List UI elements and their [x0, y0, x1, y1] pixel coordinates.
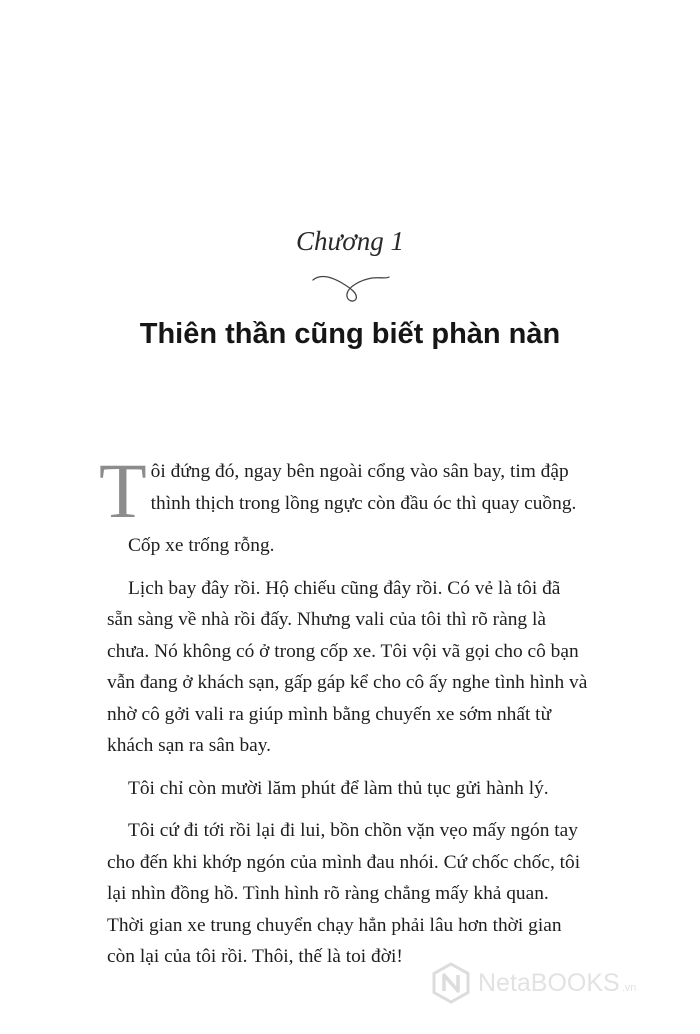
drop-cap: T	[99, 447, 147, 534]
chapter-label: Chương 1	[296, 226, 404, 256]
watermark-suffix: .vn	[621, 982, 637, 994]
watermark-logo	[430, 962, 636, 1004]
watermark-brand: NetaBOOKS	[478, 968, 620, 997]
paragraph-2: Cốp xe trống rỗng.	[128, 535, 275, 556]
flourish-ornament-icon	[310, 268, 392, 304]
paragraph-4: Tôi chỉ còn mười lăm phút để làm thủ tục gửi hành lý.	[128, 777, 549, 799]
paragraph-5: Tôi cứ đi tới rồi lại đi lui, bồn chồn vặn vẹo mấy ngón tay cho đến khi khớp ngón của mình đau nhói. Cứ chốc chốc, tôi lại nhìn đồng hồ. Tình hình rõ ràng chẳng mấy khả quan. Thời gian xe trung chuyển chạy hẳn phải lâu hơn thời gian còn lại của tôi rồi. Thôi, thế là toi đời!	[107, 820, 581, 967]
chapter-title: Thiên thần cũng biết phàn nàn	[139, 318, 561, 350]
neta-logo-icon	[430, 962, 472, 1004]
chapter-body	[99, 447, 589, 984]
paragraph-1-text: ôi đứng đó, ngay bên ngoài cổng vào sân bay, tim đập thình thịch trong lồng ngực còn đầu óc thì quay cuồng.	[150, 461, 577, 514]
paragraph-3: Lịch bay đây rồi. Hộ chiếu cũng đây rồi. Có vẻ là tôi đã sẵn sàng về nhà rồi đấy. Nhưng vali của tôi thì rõ ràng là chưa. Nó không có ở trong cốp xe. Tôi vội vã gọi cho cô bạn vẫn đang ở khách sạn, gấp gáp kể cho cô ấy nghe tình hình và nhờ cô gởi vali ra giúp mình bằng chuyến xe sớm nhất từ khách sạn ra sân bay.	[107, 577, 588, 756]
paragraph-1	[99, 447, 589, 534]
